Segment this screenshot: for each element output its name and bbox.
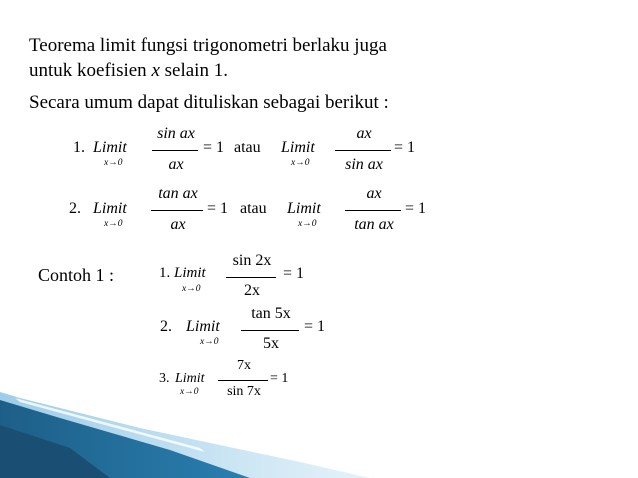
example-3-subscript: x→0 (180, 387, 199, 397)
formula-1-limit-right: Limit (281, 139, 315, 156)
formula-2-left-denominator: ax (170, 216, 186, 233)
formula-1-limit: Limit (93, 139, 127, 156)
formula-1-equals-right: = 1 (394, 139, 416, 156)
formula-1-subscript-right: x→0 (291, 158, 310, 168)
example-2-numerator: tan 5x (251, 305, 291, 322)
intro-line-2-post: selain 1. (159, 60, 228, 81)
intro-line-3: Secara umum dapat dituliskan sebagai berikut : (29, 92, 389, 113)
example-label: Contoh 1 : (38, 265, 115, 285)
example-2-subscript: x→0 (200, 337, 219, 347)
formula-2-subscript-right: x→0 (298, 219, 317, 229)
formula-1-left-denominator: ax (168, 156, 184, 173)
example-2-equals: = 1 (304, 318, 326, 335)
example-1-numerator: sin 2x (232, 252, 272, 269)
example-3-number: 3. (159, 371, 170, 386)
formula-2-right-numerator: ax (366, 185, 382, 202)
formula-2-limit: Limit (93, 200, 127, 217)
intro-line-2-pre: untuk koefisien (29, 60, 152, 81)
example-1-number: 1. (159, 265, 171, 281)
example-1-equals: = 1 (283, 265, 305, 282)
example-3-denominator: sin 7x (227, 384, 261, 399)
formula-1-number: 1. (73, 139, 85, 156)
formula-2-limit-right: Limit (287, 200, 321, 217)
example-2-limit: Limit (186, 318, 220, 335)
formula-1-conjunction: atau (234, 139, 261, 156)
example-2-number: 2. (160, 318, 172, 335)
formula-1-left-numerator: sin ax (157, 125, 195, 142)
example-3-limit: Limit (175, 371, 205, 386)
formula-1-right-denominator: sin ax (345, 156, 383, 173)
formula-2-right-denominator: tan ax (354, 216, 394, 233)
example-3-numerator: 7x (237, 358, 251, 373)
intro-line-1: Teorema limit fungsi trigonometri berlaku juga (29, 35, 387, 56)
formula-2-left-numerator: tan ax (158, 185, 198, 202)
formula-2-equals: = 1 (207, 200, 229, 217)
example-2-denominator: 5x (263, 335, 279, 352)
example-1-denominator: 2x (244, 282, 260, 299)
formula-1-subscript: x→0 (104, 158, 123, 168)
formula-2-conjunction: atau (240, 200, 267, 217)
example-3-equals: = 1 (270, 371, 289, 386)
example-1-limit: Limit (174, 265, 206, 281)
formula-1-right-numerator: ax (356, 125, 372, 142)
formula-2-subscript: x→0 (104, 219, 123, 229)
intro-variable: x (151, 60, 160, 81)
example-1-subscript: x→0 (182, 284, 201, 294)
formula-2-equals-right: = 1 (405, 200, 427, 217)
formula-1-equals: = 1 (203, 139, 225, 156)
formula-2-number: 2. (69, 200, 81, 217)
